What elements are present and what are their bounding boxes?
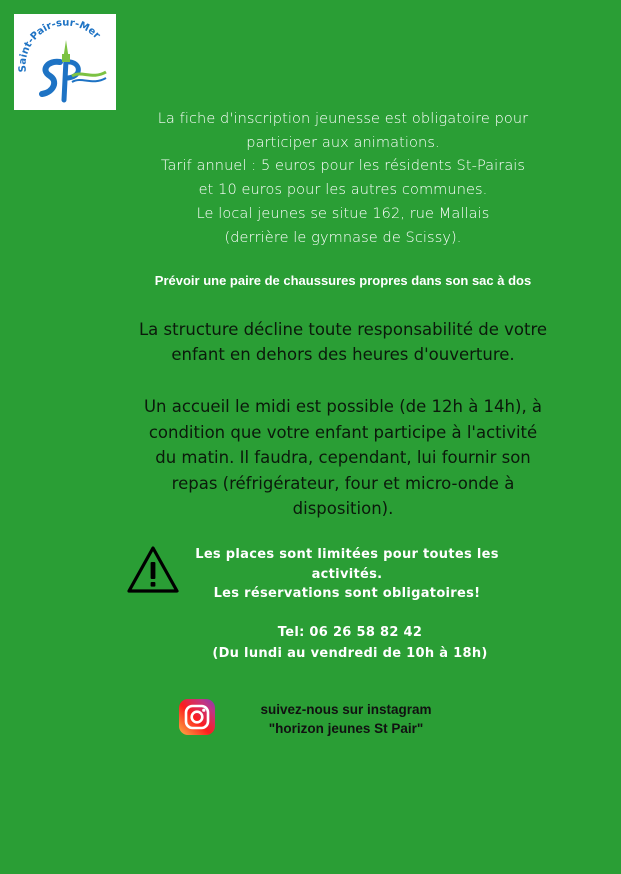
logo-graphic	[14, 14, 116, 110]
warning-line: Les places sont limitées pour toutes les	[195, 547, 499, 562]
instagram-handle: "horizon jeunes St Pair"	[268, 721, 424, 736]
info-line: et 10 euros pour les autres communes.	[198, 182, 488, 199]
saint-pair-logo	[14, 14, 116, 110]
lunch-line: disposition).	[292, 499, 394, 518]
info-line: (derrière le gymnase de Scissy).	[224, 229, 462, 246]
contact-block	[190, 622, 510, 664]
lunch-block	[100, 394, 586, 522]
logo-text: Saint-Pair-sur-Mer	[17, 17, 103, 73]
lunch-line: Un accueil le midi est possible (de 12h à 14h), à	[143, 397, 543, 416]
responsibility-block	[100, 317, 586, 367]
instagram-text	[224, 700, 468, 738]
phone-number: Tel: 06 26 58 82 42	[277, 625, 423, 640]
lunch-line: repas (réfrigérateur, four et micro-onde à	[171, 473, 515, 493]
info-line: Le local jeunes se situe 162, rue Mallais	[196, 205, 490, 222]
responsibility-line: enfant en dehors des heures d'ouverture.	[171, 345, 515, 364]
warning-line: activités.	[311, 566, 383, 582]
responsibility-line: La structure décline toute responsabilité de votre	[138, 320, 548, 339]
info-block	[100, 108, 586, 250]
lunch-line: condition que votre enfant participe à l'activité	[148, 422, 538, 442]
instagram-icon	[179, 699, 215, 735]
info-line: La fiche d'inscription jeunesse est obligatoire pour	[157, 111, 529, 127]
warning-line: Les réservations sont obligatoires!	[213, 586, 481, 601]
info-line: Tarif annuel : 5 euros pour les résidents St-Pairais	[160, 158, 526, 175]
warning-triangle-icon	[126, 545, 180, 595]
info-line: participer aux animations.	[246, 134, 440, 151]
opening-hours: (Du lundi au vendredi de 10h à 18h)	[212, 646, 488, 661]
instagram-line: suivez-nous sur instagram	[260, 702, 432, 717]
lunch-line: du matin. Il faudra, cependant, lui fournir son	[155, 448, 531, 467]
places-warning	[186, 545, 508, 604]
shoes-note: Prévoir une paire de chaussures propres dans son sac à dos	[154, 273, 532, 288]
